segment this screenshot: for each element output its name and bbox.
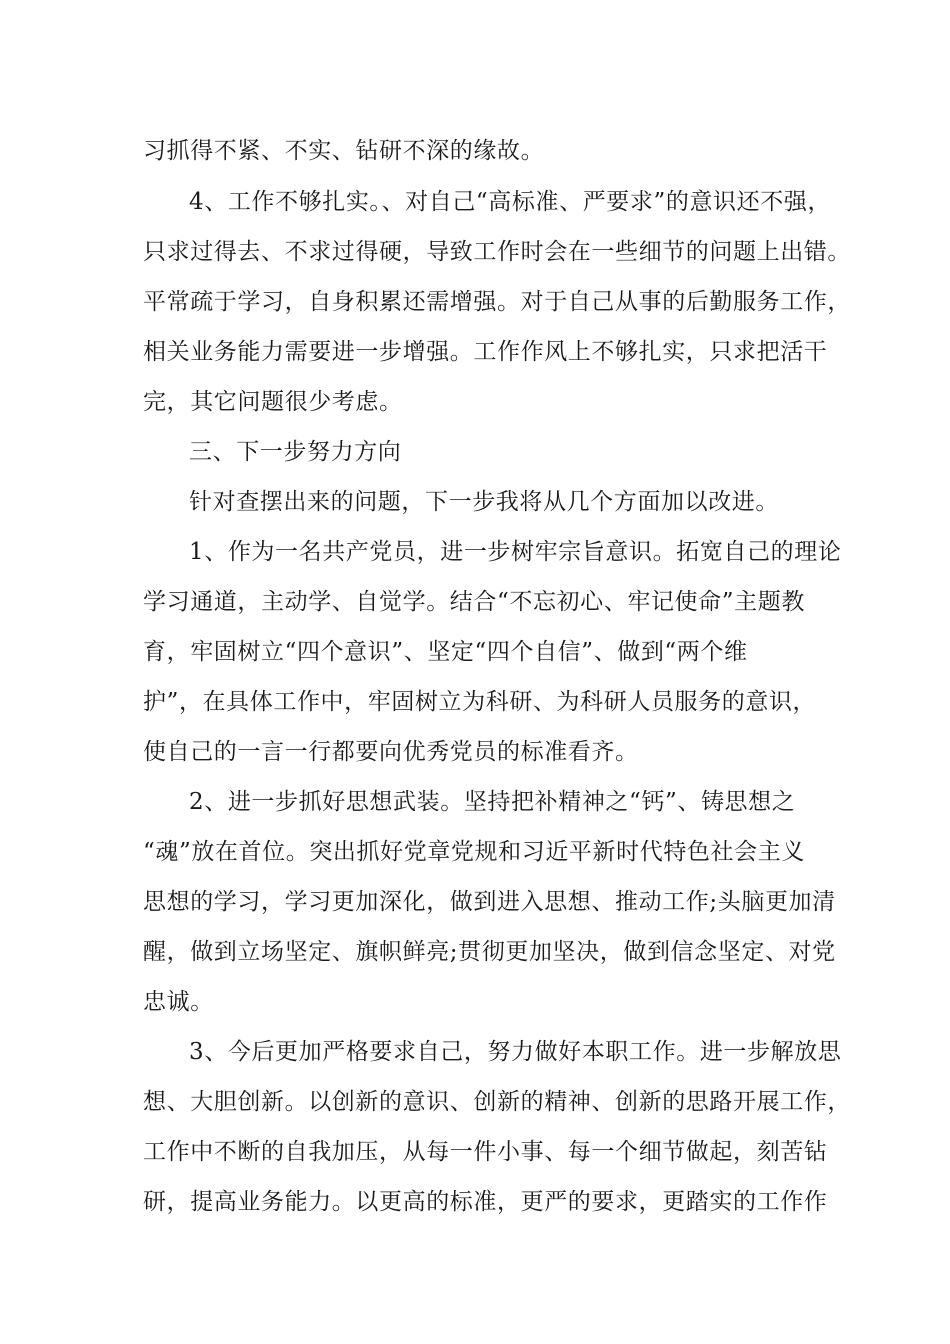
text-line: 相关业务能力需要进一步增强。工作作风上不够扎实，只求把活干	[143, 339, 828, 365]
text-line: 思想的学习，学习更加深化，做到进入思想、推动工作;头脑更加清	[143, 889, 836, 915]
text-line: 忠诚。	[143, 989, 214, 1015]
text-line: 育，牢固树立“四个意识”、坚定“四个自信”、做到“两个维	[143, 639, 748, 665]
text-line: 只求过得去、不求过得硬，导致工作时会在一些细节的问题上出错。	[143, 239, 851, 265]
text-line: 3、今后更加严格要求自己，努力做好本职工作。进一步解放思	[189, 1039, 842, 1065]
text-line: 4、工作不够扎实。、对自己“高标准、严要求”的意识还不强，	[189, 189, 832, 215]
text-line: 1、作为一名共产党员，进一步树牢宗旨意识。拓宽自己的理论	[189, 539, 842, 565]
text-line: “魂”放在首位。突出抓好党章党规和习近平新时代特色社会主义	[143, 839, 805, 865]
text-line: 完，其它问题很少考虑。	[143, 389, 403, 415]
text-line: 2、进一步抓好思想武装。坚持把补精神之“钙”、铸思想之	[189, 789, 796, 815]
text-line: 研，提高业务能力。以更高的标准，更严的要求，更踏实的工作作	[143, 1189, 828, 1215]
text-line: 针对查摆出来的问题，下一步我将从几个方面加以改进。	[189, 489, 779, 515]
text-line: 醒，做到立场坚定、旗帜鲜亮;贯彻更加坚决，做到信念坚定、对党	[143, 939, 836, 965]
text-line: 平常疏于学习，自身积累还需增强。对于自己从事的后勤服务工作，	[143, 289, 851, 315]
text-line: 工作中不断的自我加压，从每一件小事、每一个细节做起，刻苦钻	[143, 1139, 828, 1165]
text-line: 习抓得不紧、不实、钻研不深的缘故。	[143, 138, 545, 164]
section-heading: 三、下一步努力方向	[189, 439, 402, 465]
text-line: 护”，在具体工作中，牢固树立为科研、为科研人员服务的意识，	[143, 689, 817, 715]
text-line: 学习通道，主动学、自觉学。结合“不忘初心、牢记使命”主题教	[143, 589, 805, 615]
text-line: 使自己的一言一行都要向优秀党员的标准看齐。	[143, 739, 639, 765]
text-line: 想、大胆创新。以创新的意识、创新的精神、创新的思路开展工作，	[143, 1089, 851, 1115]
